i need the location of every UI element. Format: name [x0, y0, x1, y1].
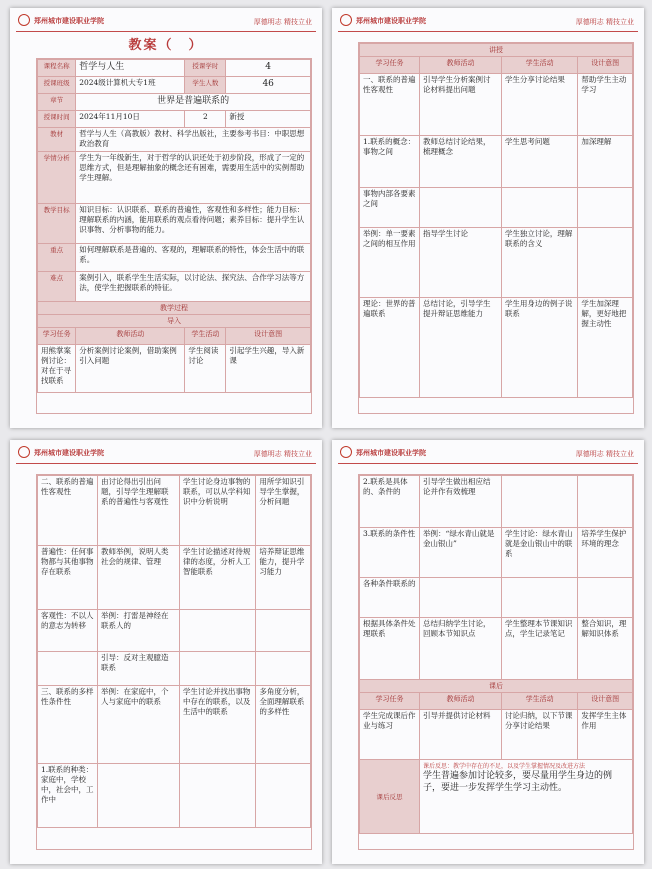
table-cell: 举例：单一要素之间的相互作用	[360, 228, 420, 298]
table-cell: 学生讨论描述对待规律的态度，分析人工智能联系	[179, 546, 255, 610]
table-cell: 学生思考问题	[501, 136, 577, 188]
table-cell	[179, 610, 255, 652]
hours-label: 授课学时	[185, 60, 226, 77]
lesson-plan-page-1	[10, 8, 322, 428]
table-cell: 整合知识，理解知识体系	[578, 618, 633, 680]
hard-label: 难点	[38, 272, 76, 302]
col-teacher: 教师活动	[420, 693, 502, 710]
school-seal-icon	[340, 446, 352, 458]
key-value: 如何理解联系是普遍的、客观的，理解联系的特性，体会生活中的联系。	[76, 244, 311, 272]
table-cell: 二、联系的普遍性客观性	[38, 476, 98, 546]
goal-value: 知识目标：认识联系、联系的普遍性，客观性和多样性；能力目标：理解联系的内涵，能用联系的观点看待问题；素养目标：提升学生认识事物、分析事物的能力。	[76, 204, 311, 244]
page-title: 教案（ ）	[128, 38, 204, 53]
class-value: 2024级计算机大专1班	[76, 77, 185, 94]
table-cell: 多角度分析，全面理解联系的多样性	[256, 686, 311, 764]
table-cell: 一、联系的普遍性客观性	[360, 74, 420, 136]
table-cell	[420, 578, 502, 618]
table-cell	[501, 188, 577, 228]
material-label: 教材	[38, 128, 76, 152]
table-cell	[256, 652, 311, 686]
col-teacher: 教师活动	[420, 57, 502, 74]
table-cell: 三、联系的多样性条件性	[38, 686, 98, 764]
hard-value: 案例引入，联系学生生活实际，以讨论法、探究法、合作学习法等方法，使学生把握联系的特征。	[76, 272, 311, 302]
analysis-value: 学生为一年级新生，对于哲学的认识还处于初步阶段，形成了一定的思维方式，但是理解抽象的概念还有困难，需要用生活中的实例帮助学生理解。	[76, 152, 311, 204]
table-cell: 引导学生分析案例讨论材料提出问题	[420, 74, 502, 136]
table-cell	[98, 764, 180, 828]
table-cell: 引导：反对主观臆造联系	[98, 652, 180, 686]
key-label: 重点	[38, 244, 76, 272]
table-cell: 学生完成课后作业与练习	[360, 710, 420, 760]
table-cell: 学生加深理解，更好地把握主动性	[578, 298, 633, 398]
table-cell	[179, 652, 255, 686]
table-cell: 普遍性：任何事物都与其他事物存在联系	[38, 546, 98, 610]
table-cell: 学生讨论并找出事物中存在的联系，以及生活中的联系	[179, 686, 255, 764]
page-header	[338, 445, 638, 464]
school-motto: 厚德明志 精技立业	[575, 450, 634, 458]
school-logo: 郑州城市建设职业学院	[34, 17, 104, 25]
table-cell: 学生阅读讨论	[185, 345, 226, 393]
lesson-form	[36, 474, 312, 850]
table-cell: 各种条件联系的	[360, 578, 420, 618]
school-logo: 郑州城市建设职业学院	[34, 449, 104, 457]
table-cell: 举例：在家庭中，个人与家庭中的联系	[98, 686, 180, 764]
lesson-plan-page-2	[332, 8, 644, 428]
process-section-label: 教学过程	[38, 302, 311, 315]
reflect-note: 课后反思：教学中存在的不足，以及学生掌握情况及改进方法	[423, 763, 586, 770]
course-label: 课程名称	[38, 60, 76, 77]
table-cell: 学生独立讨论，理解联系的含义	[501, 228, 577, 298]
page-header	[16, 445, 316, 464]
col-teacher: 教师活动	[76, 328, 185, 345]
table-cell: 引导学生做出相应结论并作有效梳理	[420, 476, 502, 528]
time-value: 2024年11月10日	[76, 111, 185, 128]
col-student: 学生活动	[501, 57, 577, 74]
week-value: 2	[185, 111, 226, 128]
table-cell: 用熊掌案例讨论：对在于寻找联系	[38, 345, 76, 393]
table-cell: 教师举例，说明人类社会的规律、管理	[98, 546, 180, 610]
school-motto: 厚德明志 精技立业	[253, 450, 312, 458]
col-task: 学习任务	[360, 57, 420, 74]
table-cell	[38, 652, 98, 686]
table-cell: 学生用身边的例子说联系	[501, 298, 577, 398]
table-cell	[420, 188, 502, 228]
table-cell: 帮助学生主动学习	[578, 74, 633, 136]
page-header	[338, 13, 638, 32]
col-student: 学生活动	[501, 693, 577, 710]
table-cell: 用所学知识引导学生掌握，分析问题	[256, 476, 311, 546]
goal-label: 教学目标	[38, 204, 76, 244]
school-motto: 厚德明志 精技立业	[253, 18, 312, 26]
table-cell: 学生整理本节课知识点，学生记录笔记	[501, 618, 577, 680]
table-cell: 学生讨论身边事物的联系，可以从学科知识中分析说明	[179, 476, 255, 546]
col-intent: 设计意图	[578, 693, 633, 710]
lesson-form	[358, 42, 634, 414]
page-header	[16, 13, 316, 32]
table-cell: 培养辩证思维能力，提升学习能力	[256, 546, 311, 610]
table-cell: 引导并提供讨论材料	[420, 710, 502, 760]
intro-section-label: 导入	[38, 315, 311, 328]
table-cell: 举例：打雷是神经在联系人的	[98, 610, 180, 652]
table-cell: 事物内部各要素之间	[360, 188, 420, 228]
table-cell: 1.联系的种类：家庭中，学校中，社会中，工作中	[38, 764, 98, 828]
school-logo: 郑州城市建设职业学院	[356, 449, 426, 457]
table-cell	[256, 610, 311, 652]
school-seal-icon	[18, 14, 30, 26]
table-cell: 总结讨论，引导学生提升辩证思维能力	[420, 298, 502, 398]
col-intent: 设计意图	[226, 328, 311, 345]
table-cell: 根据具体条件处理联系	[360, 618, 420, 680]
lesson-form	[36, 58, 312, 414]
table-cell: 教师总结讨论结果，梳理概念	[420, 136, 502, 188]
type-value: 新授	[226, 111, 311, 128]
table-cell: 举例：“绿水青山就是金山银山”	[420, 528, 502, 578]
table-cell	[179, 764, 255, 828]
analysis-label: 学情分析	[38, 152, 76, 204]
material-value: 哲学与人生（高教版）教材、科学出版社，主要参考书目：中职思想政治教育	[76, 128, 311, 152]
lesson-plan-page-4	[332, 440, 644, 864]
table-cell: 1.联系的概念：事物之间	[360, 136, 420, 188]
table-cell	[501, 578, 577, 618]
table-cell	[578, 476, 633, 528]
table-cell	[256, 764, 311, 828]
table-cell	[578, 188, 633, 228]
table-cell: 3.联系的条件性	[360, 528, 420, 578]
table-cell: 理论：世界的普遍联系	[360, 298, 420, 398]
section-label: 讲授	[360, 44, 633, 57]
school-seal-icon	[340, 14, 352, 26]
table-cell	[578, 578, 633, 618]
table-cell	[501, 476, 577, 528]
review-section-label: 课后	[360, 680, 633, 693]
lesson-form	[358, 474, 634, 850]
reflect-value: 学生普遍参加讨论较多，要尽量用学生身边的例子，要进一步发挥学生学习主动性。	[423, 771, 613, 794]
col-task: 学习任务	[360, 693, 420, 710]
hours-value: 4	[226, 60, 311, 77]
table-cell: 学生讨论：绿水青山就是金山银山中的联系	[501, 528, 577, 578]
col-intent: 设计意图	[578, 57, 633, 74]
class-label: 授课班级	[38, 77, 76, 94]
table-cell: 引起学生兴趣，导入新课	[226, 345, 311, 393]
table-cell: 指导学生讨论	[420, 228, 502, 298]
table-cell: 学生分享讨论结果	[501, 74, 577, 136]
reflect-cell	[420, 760, 633, 834]
reflect-label: 课后反思	[360, 760, 420, 834]
col-student: 学生活动	[185, 328, 226, 345]
school-motto: 厚德明志 精技立业	[575, 18, 634, 26]
topic-value: 世界是普遍联系的	[76, 94, 311, 111]
table-cell: 讨论归纳，以下节课分享讨论结果	[501, 710, 577, 760]
table-cell	[578, 228, 633, 298]
table-cell: 分析案例讨论案例，借助案例引入问题	[76, 345, 185, 393]
table-cell: 加深理解	[578, 136, 633, 188]
school-seal-icon	[18, 446, 30, 458]
table-cell: 2.联系是具体的、条件的	[360, 476, 420, 528]
table-cell: 总结归纳学生讨论，回顾本节知识点	[420, 618, 502, 680]
lesson-plan-page-3	[10, 440, 322, 864]
topic-label: 章节	[38, 94, 76, 111]
table-cell: 发挥学生主体作用	[578, 710, 633, 760]
table-cell: 由讨论得出引出问题，引导学生理解联系的普遍性与客观性	[98, 476, 180, 546]
count-label: 学生人数	[185, 77, 226, 94]
table-cell: 培养学生保护环境的理念	[578, 528, 633, 578]
table-cell: 客观性：不以人的意志为转移	[38, 610, 98, 652]
time-label: 授课时间	[38, 111, 76, 128]
course-value: 哲学与人生	[76, 60, 185, 77]
count-value: 46	[226, 77, 311, 94]
col-task: 学习任务	[38, 328, 76, 345]
school-logo: 郑州城市建设职业学院	[356, 17, 426, 25]
